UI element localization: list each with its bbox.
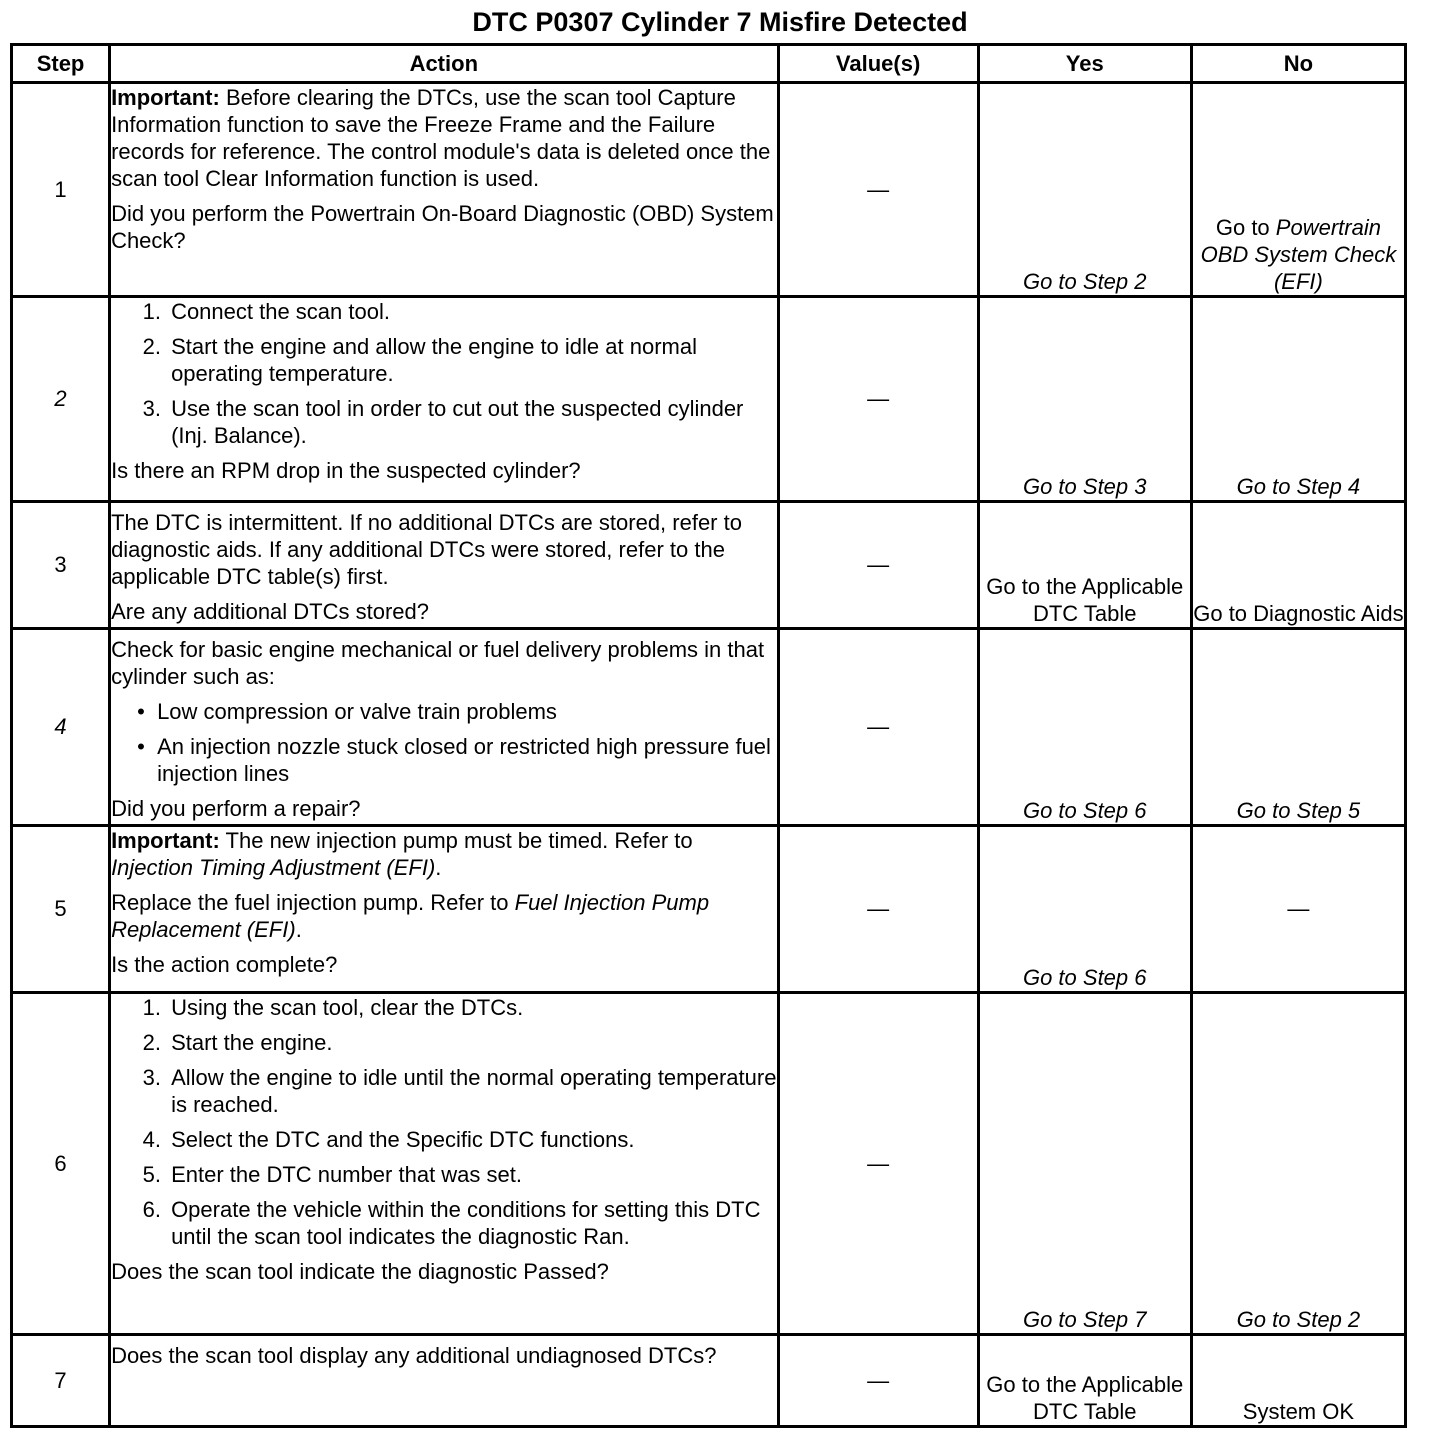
table-row-step-5: [12, 826, 1406, 993]
value-cell: —: [778, 629, 978, 826]
yes-link[interactable]: Go to Step 3: [1022, 474, 1147, 499]
table-header-row: [12, 45, 1406, 83]
yes-link[interactable]: Go to the Applicable DTC Table: [986, 574, 1184, 626]
yes-cell: [978, 1335, 1191, 1427]
pump-replacement-link[interactable]: Fuel Injection Pump Replacement (EFI): [111, 890, 710, 942]
no-cell: [1191, 297, 1405, 502]
yes-link[interactable]: Go to Step 6: [1022, 798, 1147, 823]
header-yes: Yes: [978, 45, 1191, 83]
replace-instruction: [111, 889, 776, 943]
yes-link[interactable]: Go to the Applicable DTC Table: [986, 1372, 1184, 1424]
step-number: 6: [12, 993, 110, 1335]
table-row-step-4: [12, 629, 1406, 826]
yes-link[interactable]: Go to Step 7: [1022, 1307, 1147, 1332]
action-question: Is the action complete?: [111, 952, 338, 977]
table-row-step-3: [12, 502, 1406, 629]
important-note: [111, 827, 776, 881]
injection-timing-link[interactable]: Injection Timing Adjustment (EFI): [111, 855, 436, 880]
list-item: • An injection nozzle stuck closed or restricted high pressure fuel injection lines: [157, 733, 776, 787]
action-text: Check for basic engine mechanical or fuel delivery problems in that cylinder such as:: [111, 637, 765, 689]
list-item: 3. Allow the engine to idle until the normal operating temperature is reached.: [167, 1064, 776, 1118]
action-cell: [110, 826, 778, 993]
important-note: [111, 84, 776, 192]
action-cell: [110, 83, 778, 297]
header-action: Action: [110, 45, 778, 83]
yes-cell: [978, 629, 1191, 826]
list-item: 2. Start the engine.: [167, 1029, 776, 1056]
no-cell: [1191, 993, 1405, 1335]
no-cell: [1191, 629, 1405, 826]
action-cell: [110, 297, 778, 502]
list-item: 4. Select the DTC and the Specific DTC functions.: [167, 1126, 776, 1153]
value-cell: —: [778, 297, 978, 502]
diagnostic-table: [10, 43, 1407, 1428]
action-cell: [110, 629, 778, 826]
step-number: 7: [12, 1335, 110, 1427]
yes-cell: [978, 826, 1191, 993]
value-cell: —: [778, 83, 978, 297]
value-cell: —: [778, 826, 978, 993]
list-item: • Low compression or valve train problems: [157, 698, 776, 725]
header-step: Step: [12, 45, 110, 83]
table-row-step-1: [12, 83, 1406, 297]
yes-link[interactable]: Go to Step 6: [1022, 965, 1147, 990]
action-question: Does the scan tool display any additional undiagnosed DTCs?: [111, 1343, 717, 1368]
yes-link[interactable]: Go to Step 2: [1022, 269, 1147, 294]
step-number: 4: [12, 629, 110, 826]
list-item: 3. Use the scan tool in order to cut out the suspected cylinder (Inj. Balance).: [167, 395, 776, 449]
step-number: 1: [12, 83, 110, 297]
step-number: 5: [12, 826, 110, 993]
punctuation: .: [435, 855, 442, 880]
page-title: DTC P0307 Cylinder 7 Misfire Detected: [472, 7, 968, 37]
table-row-step-2: [12, 297, 1406, 502]
no-prefix: Go to: [1215, 215, 1276, 240]
yes-cell: [978, 83, 1191, 297]
replace-text: Replace the fuel injection pump. Refer to: [111, 890, 515, 915]
no-result: System OK: [1242, 1399, 1355, 1424]
value-cell: —: [778, 1335, 978, 1427]
procedure-list: [111, 994, 776, 1250]
no-link[interactable]: Go to Step 5: [1236, 798, 1361, 823]
action-cell: [110, 1335, 778, 1427]
action-question: Are any additional DTCs stored?: [111, 599, 429, 624]
header-values: Value(s): [778, 45, 978, 83]
no-link[interactable]: Go to Diagnostic Aids: [1193, 601, 1404, 626]
list-item: 6. Operate the vehicle within the conditions for setting this DTC until the scan tool indicates the diagnostic Ran.: [167, 1196, 776, 1250]
action-text: The DTC is intermittent. If no additional DTCs are stored, refer to diagnostic aids. If any additional DTCs were stored, refer to the applicable DTC table(s) first.: [111, 510, 742, 589]
action-question: Is there an RPM drop in the suspected cylinder?: [111, 458, 581, 483]
punctuation: .: [295, 917, 302, 942]
important-label: Important:: [111, 828, 220, 853]
value-cell: —: [778, 502, 978, 629]
step-number: 2: [12, 297, 110, 502]
no-cell: [1191, 1335, 1405, 1427]
no-cell: [1191, 83, 1405, 297]
yes-cell: [978, 297, 1191, 502]
no-link[interactable]: Go to Step 2: [1236, 1307, 1361, 1332]
list-item: 1. Connect the scan tool.: [167, 298, 776, 325]
action-question: Did you perform a repair?: [111, 796, 361, 821]
value-cell: —: [778, 993, 978, 1335]
table-row-step-7: [12, 1335, 1406, 1427]
action-question: Did you perform the Powertrain On-Board Diagnostic (OBD) System Check?: [111, 201, 774, 253]
no-cell: —: [1191, 826, 1405, 993]
yes-cell: [978, 993, 1191, 1335]
action-cell: [110, 993, 778, 1335]
no-cell: [1191, 502, 1405, 629]
table-row-step-6: [12, 993, 1406, 1335]
important-text: The new injection pump must be timed. Refer to: [219, 828, 693, 853]
list-item: 5. Enter the DTC number that was set.: [167, 1161, 776, 1188]
list-item: 1. Using the scan tool, clear the DTCs.: [167, 994, 776, 1021]
yes-cell: [978, 502, 1191, 629]
action-question: Does the scan tool indicate the diagnostic Passed?: [111, 1259, 609, 1284]
list-item: 2. Start the engine and allow the engine to idle at normal operating temperature.: [167, 333, 776, 387]
step-number: 3: [12, 502, 110, 629]
bullet-list: [111, 698, 776, 787]
important-label: Important:: [111, 85, 220, 110]
important-text: Before clearing the DTCs, use the scan tool Capture Information function to save the Freeze Frame and the Failure records for reference. The control module's data is deleted once the scan tool Clear Information function is used.: [111, 85, 771, 191]
procedure-list: [111, 298, 776, 449]
no-link[interactable]: Go to Step 4: [1236, 474, 1361, 499]
action-cell: [110, 502, 778, 629]
header-no: No: [1191, 45, 1405, 83]
no-link[interactable]: Powertrain OBD System Check (EFI): [1200, 215, 1397, 294]
